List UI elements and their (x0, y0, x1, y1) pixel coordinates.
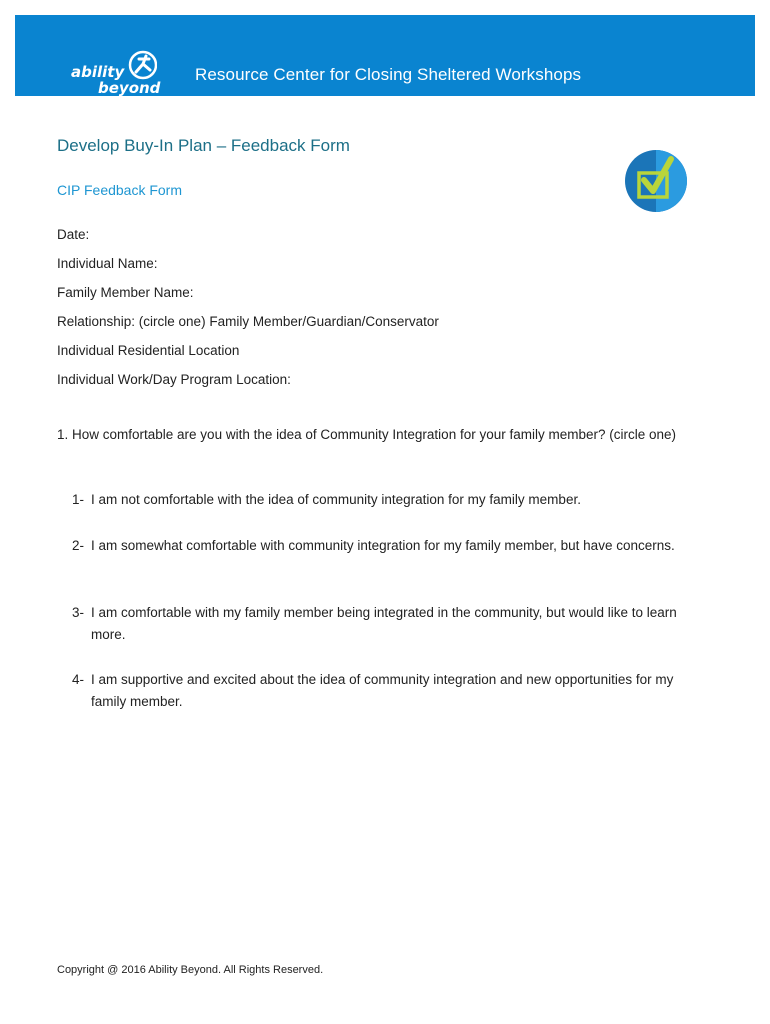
option-number: 4- (72, 672, 85, 687)
option-1 (72, 489, 702, 511)
running-figure-icon (127, 50, 157, 80)
copyright-footer: Copyright @ 2016 Ability Beyond. All Rights Reserved. (57, 964, 324, 976)
option-4 (72, 669, 702, 713)
ability-beyond-logo (55, 37, 161, 99)
option-text: I am supportive and excited about the idea of community integration and new opportunities for my family member. (91, 672, 674, 709)
option-text: I am not comfortable with the idea of community integration for my family member. (91, 492, 581, 507)
family-member-name-field-label: Family Member Name: (57, 285, 194, 300)
logo-word-beyond: beyond (98, 79, 161, 97)
date-field-label: Date: (57, 227, 90, 242)
logo-word-ability: ability (71, 63, 125, 81)
option-text: I am somewhat comfortable with community integration for my family member, but have concerns. (91, 538, 675, 553)
option-number: 1- (72, 492, 85, 507)
individual-name-field-label: Individual Name: (57, 256, 158, 271)
option-number: 2- (72, 538, 85, 553)
checkmark-box-icon (624, 149, 688, 213)
question-1: 1. How comfortable are you with the idea of Community Integration for your family member? (circle one) (57, 427, 677, 442)
form-subtitle: CIP Feedback Form (57, 182, 183, 198)
residential-location-field-label: Individual Residential Location (57, 343, 240, 358)
option-text: I am comfortable with my family member being integrated in the community, but would like to learn more. (91, 605, 677, 642)
banner-title: Resource Center for Closing Sheltered Workshops (195, 65, 582, 84)
option-2 (72, 535, 702, 557)
document-title: Develop Buy-In Plan – Feedback Form (57, 136, 350, 155)
option-3 (72, 602, 702, 646)
option-number: 3- (72, 605, 85, 620)
header-banner (15, 15, 755, 96)
work-program-location-field-label: Individual Work/Day Program Location: (57, 372, 291, 387)
relationship-field-label: Relationship: (circle one) Family Member/Guardian/Conservator (57, 314, 439, 329)
